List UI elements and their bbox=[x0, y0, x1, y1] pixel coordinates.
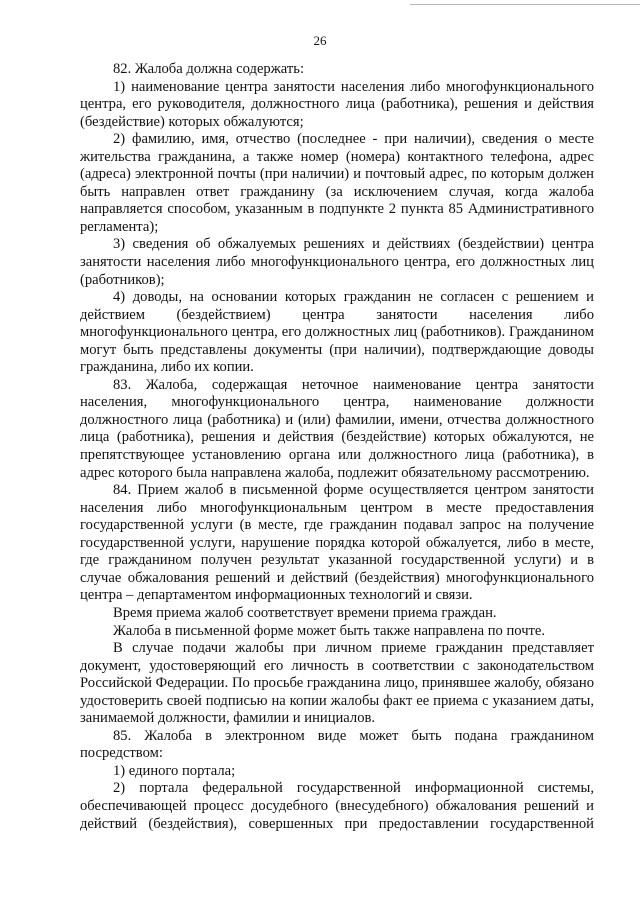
paragraph-mail: Жалоба в письменной форме может быть также направлена по почте. bbox=[113, 622, 546, 639]
paragraph-82-item-4: 4) доводы, на основании которых гражданин не согласен с решением и действием (бездействием) центра занятости населения либо многофункционального центра, его должностных лиц (работников). Гражданином могут быть представлены документы (при наличии), подтверждающие доводы гражданина, либо их копии. bbox=[80, 289, 594, 376]
paragraph-82-intro: 82. Жалоба должна содержать: bbox=[113, 61, 304, 77]
paragraph-85-intro: 85. Жалоба в электронном виде может быть подана гражданином посредством: bbox=[80, 727, 594, 762]
page-number: 26 bbox=[313, 33, 327, 48]
document-body bbox=[80, 61, 594, 833]
paragraph-84: 84. Прием жалоб в письменной форме осуществляется центром занятости населения либо многофункциональным центром в месте предоставления государственной услуги (в месте, где гражданин подавал запрос на получение государственной услуги, нарушение порядка которой обжалуется, либо в месте, где гражданином получен результат указанной государственной услуги) и в случае обжалования решений и действий (бездействия) многофункционального центра – департаментом информационных технологий и связи. bbox=[80, 482, 594, 604]
paragraph-82-item-1: 1) наименование центра занятости населения либо многофункционального центра, его руководителя, должностного лица (работника), решения и действия (бездействие) которых обжалуются; bbox=[80, 78, 594, 130]
paragraph-personal-reception: В случае подачи жалобы при личном приеме гражданин представляет документ, удостоверяющий его личность в соответствии с законодательством Российской Федерации. По просьбе гражданина лицо, принявшее жалобу, обязано удостоверить своей подписью на копии жалобы факт ее приема с указанием даты, занимаемой должности, фамилии и инициалов. bbox=[80, 640, 594, 727]
paragraph-82-item-3: 3) сведения об обжалуемых решениях и действиях (бездействии) центра занятости населения либо многофункционального центра, его должностных лиц (работников); bbox=[80, 236, 594, 288]
paragraph-reception-time: Время приема жалоб соответствует времени приема граждан. bbox=[113, 604, 497, 621]
paragraph-82-item-2: 2) фамилию, имя, отчество (последнее - при наличии), сведения о месте жительства гражданина, а также номер (номера) контактного телефона, адрес (адреса) электронной почты (при наличии) и почтовый адрес, по которым должен быть направлен ответ гражданину (за исключением случая, когда жалоба направляется способом, указанным в подпункте 2 пункта 85 Административного регламента); bbox=[80, 131, 594, 235]
scan-edge-line bbox=[410, 4, 640, 5]
paragraph-83: 83. Жалоба, содержащая неточное наименование центра занятости населения, многофункционального центра, наименование должности должностного лица (работника) и (или) фамилии, имени, отчества должностного лица (работника), решения и действия (бездействие) которых обжалуются, не препятствующее установлению органа или должностного лица (работника), в адрес которого была направлена жалоба, подлежит обязательному рассмотрению. bbox=[80, 376, 594, 481]
paragraph-85-item-1: 1) единого портала; bbox=[113, 762, 236, 779]
paragraph-85-item-2: 2) портала федеральной государственной информационной системы, обеспечивающей процесс досудебного (внесудебного) обжалования решений и действий (бездействия), совершенных при предоставлении государственной bbox=[80, 780, 594, 832]
